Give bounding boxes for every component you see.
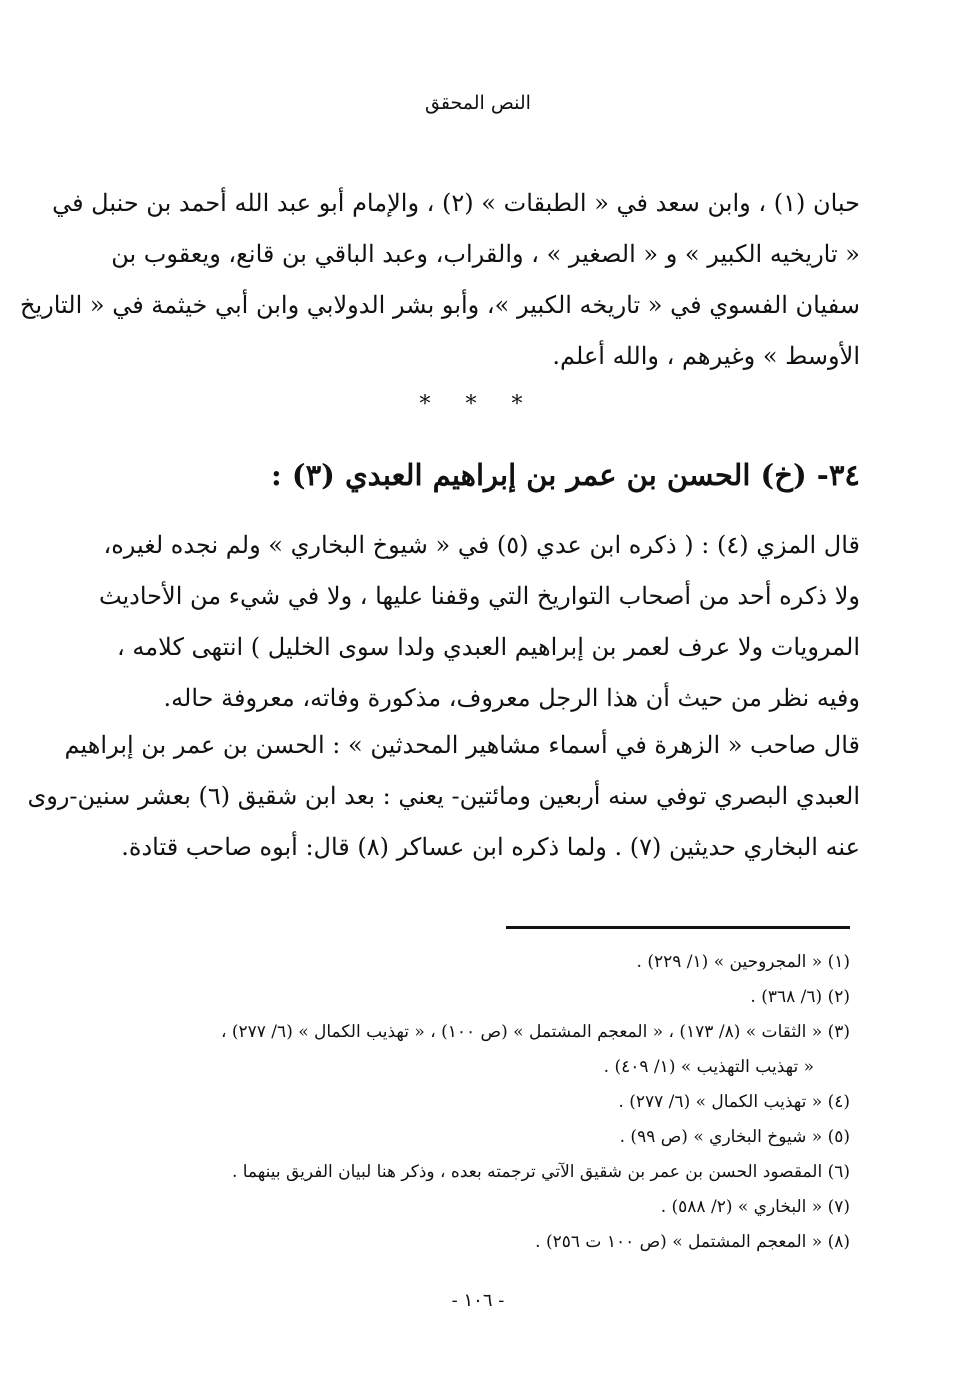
- section-separator: * * *: [419, 392, 537, 417]
- text-line: المرويات ولا عرف لعمر بن إبراهيم العبدي ولدا سوى الخليل ) انتهى كلامه ،: [117, 633, 860, 661]
- text-line: ولا ذكره أحد من أصحاب التواريخ التي وقفنا عليها ، ولا في شيء من الأحاديث: [98, 582, 860, 610]
- footnote-3: (٣) « الثقات » (٨/ ١٧٣) ، « المعجم المشتمل » (ص ١٠٠) ، « تهذيب الكمال » (٦/ ٢٧٧) ،: [220, 1022, 850, 1042]
- footnote-8: (٨) « المعجم المشتمل » (ص ١٠٠ ت ٢٥٦) .: [535, 1232, 850, 1252]
- paragraph-mizzi-quote: [90, 520, 860, 724]
- text-line: قال المزي (٤) : ( ذكره ابن عدي (٥) في « شيوخ البخاري » ولم نجده لغيره،: [103, 531, 860, 559]
- text-line: « تاريخيه الكبير » و « الصغير » ، والقراب، وعبد الباقي بن قانع، ويعقوب بن: [111, 240, 860, 268]
- paragraph-zahra-quote: [27, 720, 860, 873]
- footnote-2: (٢) (٦/ ٣٦٨) .: [750, 987, 850, 1007]
- footnote-3-continuation: « تهذيب التهذيب » (١/ ٤٠٩) .: [603, 1057, 814, 1077]
- footnote-4: (٤) « تهذيب الكمال » (٦/ ٢٧٧) .: [618, 1092, 850, 1112]
- text-line: وفيه نظر من حيث أن هذا الرجل معروف، مذكورة وفاته، معروفة حاله.: [163, 684, 860, 712]
- text-line: العبدي البصري توفي سنه أربعين ومائتين- يعني : بعد ابن شقيق (٦) بعشر سنين-روى: [27, 782, 860, 810]
- footnote-divider: [506, 926, 850, 929]
- page-number: - ١٠٦ -: [451, 1290, 505, 1311]
- paragraph-continuation: [19, 178, 860, 382]
- text-line: عنه البخاري حديثين (٧) . ولما ذكره ابن عساكر (٨) قال: أبوه صاحب قتادة.: [121, 833, 860, 861]
- text-line: حبان (١) ، وابن سعد في « الطبقات » (٢) ، والإمام أبو عبد الله أحمد بن حنبل في: [52, 189, 860, 217]
- footnote-6: (٦) المقصود الحسن بن عمر بن شقيق الآتي ترجمته بعده ، وذكر هنا لبيان الفريق بينهما .: [231, 1162, 850, 1182]
- text-line: قال صاحب « الزهرة في أسماء مشاهير المحدثين » : الحسن بن عمر بن إبراهيم: [64, 731, 860, 759]
- footnote-5: (٥) « شيوخ البخاري » (ص ٩٩) .: [619, 1127, 850, 1147]
- text-line: سفيان الفسوي في « تاريخه الكبير »، وأبو بشر الدولابي وابن أبي خيثمة في « التاريخ: [19, 291, 860, 319]
- footnotes: [80, 945, 850, 1260]
- entry-heading: ٣٤- (خ) الحسن بن عمر بن إبراهيم العبدي (٣) :: [271, 458, 860, 492]
- text-line: الأوسط » وغيرهم ، والله أعلم.: [552, 342, 860, 370]
- running-header: النص المحقق: [425, 92, 531, 114]
- footnote-1: (١) « المجروحين » (١/ ٢٢٩) .: [636, 952, 850, 972]
- footnote-7: (٧) « البخاري » (٢/ ٥٨٨) .: [660, 1197, 850, 1217]
